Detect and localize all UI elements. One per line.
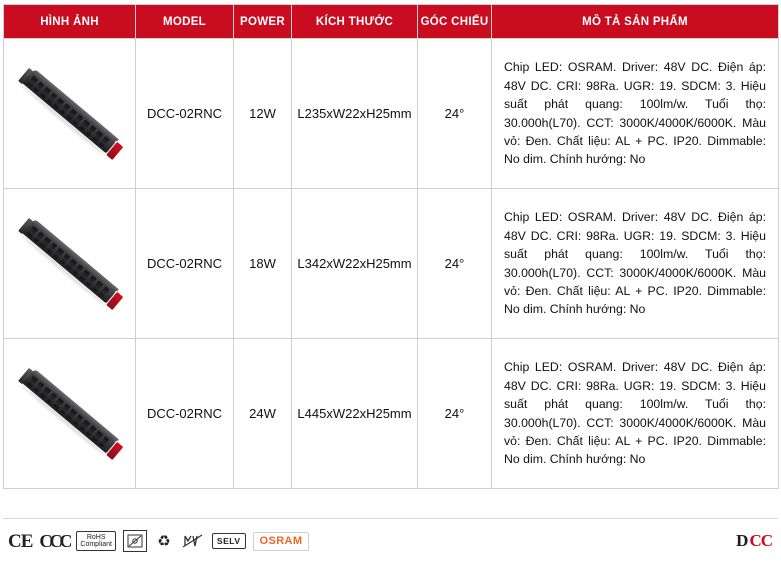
- table-header: [4, 5, 779, 39]
- description-cell: Chip LED: OSRAM. Driver: 48V DC. Điện áp: 48V DC. CRI: 98Ra. UGR: 19. SDCM: 3. Hiệu suất phát quang: 100lm/w. Tuổi thọ: 30.000h(L70). CCT: 3000K/4000K/6000K. Màu vỏ: Đen. Chất liệu: AL + PC. IP20. Dimmable: No dim. Chính hướng: No: [492, 189, 779, 339]
- column-header-power: POWER: [234, 5, 292, 39]
- table-row: [4, 189, 779, 339]
- table-header-row: [4, 5, 779, 39]
- product-image-cell: [4, 339, 136, 489]
- no-flicker-glyph: [127, 534, 143, 548]
- model-cell: DCC-02RNC: [136, 39, 234, 189]
- angle-cell: 24°: [418, 339, 492, 489]
- product-spec-table: [3, 4, 779, 489]
- linear-bar-light-icon: [6, 349, 134, 479]
- size-cell: L445xW22xH25mm: [292, 339, 418, 489]
- description-cell: Chip LED: OSRAM. Driver: 48V DC. Điện áp: 48V DC. CRI: 98Ra. UGR: 19. SDCM: 3. Hiệu suất phát quang: 100lm/w. Tuổi thọ: 30.000h(L70). CCT: 3000K/4000K/6000K. Màu vỏ: Đen. Chất liệu: AL + PC. IP20. Dimmable: No dim. Chính hướng: No: [492, 339, 779, 489]
- table-row: [4, 39, 779, 189]
- power-cell: 12W: [234, 39, 292, 189]
- angle-cell: 24°: [418, 189, 492, 339]
- no-uv-glyph: [182, 533, 204, 549]
- power-cell: 18W: [234, 189, 292, 339]
- no-uv-icon: [181, 531, 205, 551]
- size-cell: L235xW22xH25mm: [292, 39, 418, 189]
- column-header-model: MODEL: [136, 5, 234, 39]
- model-cell: DCC-02RNC: [136, 339, 234, 489]
- rohs-compliant-icon: RoHS Compliant: [76, 531, 116, 552]
- power-cell: 24W: [234, 339, 292, 489]
- osram-logo-icon: OSRAM: [253, 532, 310, 551]
- product-image-cell: [4, 189, 136, 339]
- footer-divider: [3, 518, 778, 519]
- table-body: [4, 39, 779, 489]
- column-header-description: MÔ TẢ SẢN PHẨM: [492, 5, 779, 39]
- product-spec-sheet: [0, 4, 781, 566]
- size-cell: L342xW22xH25mm: [292, 189, 418, 339]
- selv-icon: SELV: [212, 533, 246, 550]
- brand-logo-part1: D: [736, 531, 748, 550]
- column-header-image: HÌNH ẢNH: [4, 5, 136, 39]
- ce-mark-icon: CE: [8, 530, 33, 552]
- model-cell: DCC-02RNC: [136, 189, 234, 339]
- column-header-angle: GÓC CHIẾU: [418, 5, 492, 39]
- certification-footer: [3, 524, 778, 558]
- table-row: [4, 339, 779, 489]
- ccc-mark-icon: CCC: [39, 531, 70, 551]
- brand-logo: [736, 531, 778, 551]
- brand-logo-part2: CC: [749, 531, 772, 550]
- recycle-icon: ♻: [157, 532, 171, 550]
- angle-cell: 24°: [418, 39, 492, 189]
- description-cell: Chip LED: OSRAM. Driver: 48V DC. Điện áp: 48V DC. CRI: 98Ra. UGR: 19. SDCM: 3. Hiệu suất phát quang: 100lm/w. Tuổi thọ: 30.000h(L70). CCT: 3000K/4000K/6000K. Màu vỏ: Đen. Chất liệu: AL + PC. IP20. Dimmable: No dim. Chính hướng: No: [492, 39, 779, 189]
- linear-bar-light-icon: [6, 49, 134, 179]
- product-image-cell: [4, 39, 136, 189]
- column-header-size: KÍCH THƯỚC: [292, 5, 418, 39]
- certification-badges: [3, 530, 309, 552]
- linear-bar-light-icon: [6, 199, 134, 329]
- no-flicker-icon: [123, 530, 147, 552]
